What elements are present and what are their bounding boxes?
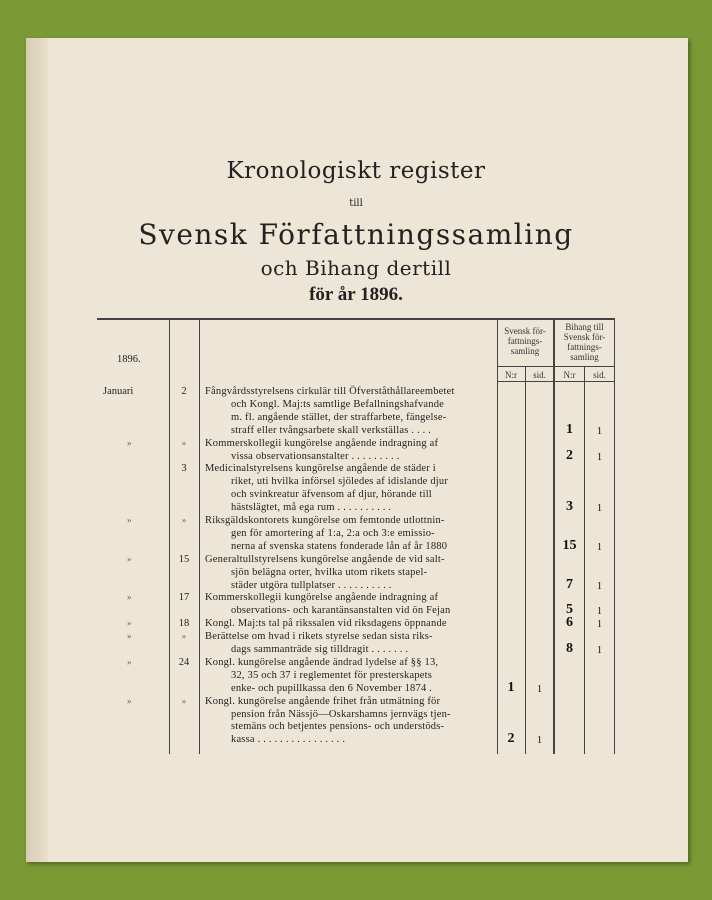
- entry-month: »: [127, 631, 132, 642]
- sfs-number: 2: [507, 731, 515, 747]
- sfs-page: 1: [536, 735, 543, 747]
- bihang-page: 1: [596, 580, 603, 592]
- entry-text-line: stemäns och betjentes pensions- och understöds-: [231, 721, 445, 733]
- entry-text-line: Berättelse om hvad i rikets styrelse sedan sista riks-: [205, 631, 433, 643]
- entry-day: 15: [178, 553, 190, 565]
- bihang-nr-header: N:r: [563, 370, 576, 380]
- bihang-sid-header: sid.: [593, 370, 606, 380]
- entry-text-line: Kommerskollegii kungörelse angående indragning af: [205, 592, 439, 604]
- entry-text-line: 32, 35 och 37 i reglementet för presterskapets: [231, 669, 433, 681]
- sfs-sid-header: sid.: [533, 370, 546, 380]
- bihang-page: 1: [596, 503, 603, 515]
- bihang-number: 2: [566, 447, 573, 463]
- bihang-number: 6: [566, 615, 573, 631]
- entry-text-line: Kongl. Maj:ts tal på rikssalen vid riksdagens öppnande: [205, 618, 447, 630]
- entry-text-line: nerna af svenska statens fonderade lån af år 1880: [231, 540, 448, 552]
- vrule-sfs-nr: [525, 367, 526, 754]
- entry-day: 3: [181, 463, 187, 475]
- entry-text-line: pension från Nässjö—Oskarshamns jernvägs tjen-: [231, 708, 451, 720]
- entry-text-line: Kongl. kungörelse angående ändrad lydelse af §§ 13,: [205, 656, 439, 668]
- entry-text-line: vissa observationsanstalter . . . . . . . . .: [231, 450, 400, 462]
- vrule-right: [614, 320, 615, 754]
- bihang-page: 1: [596, 619, 603, 631]
- entry-month: »: [127, 695, 132, 706]
- entry-text-line: riket, uti hvilka införsel sjöledes af idislande djur: [231, 476, 449, 488]
- till-label: till: [349, 198, 363, 209]
- entry-month: »: [127, 553, 132, 564]
- header-group-rule: [497, 366, 615, 367]
- entry-day: 2: [181, 386, 187, 397]
- entry-text-line: enke- och pupillkassa den 6 November 1874 .: [231, 682, 433, 694]
- entry-text-line: m. fl. angående stället, der straffarbete, fängelse-: [231, 411, 447, 423]
- year-heading: för år 1896.: [309, 284, 403, 305]
- sfs-group-header: Svensk för- fattnings- samling: [504, 326, 546, 356]
- entry-month: »: [127, 515, 132, 525]
- vrule-day: [199, 320, 200, 754]
- entry-text-line: gen för amortering af 1:a, 2:a och 3:e emissio-: [231, 527, 435, 539]
- bihang-page: 1: [596, 606, 603, 618]
- entry-month: »: [127, 437, 132, 448]
- sfs-number: 1: [507, 679, 515, 695]
- table-top-rule: [97, 318, 615, 320]
- bihang-group-header: Bihang till Svensk för- fattnings- samling: [563, 322, 606, 362]
- entry-text-line: dags sammanträde sig tilldragit . . . . . . .: [231, 644, 409, 655]
- subtitle: och Bihang dertill: [260, 256, 452, 280]
- entry-text-line: Kommerskollegii kungörelse angående indragning af: [205, 437, 439, 449]
- sfs-page: 1: [536, 683, 543, 695]
- entry-text-line: och svinkreatur äfvensom af djur, hörande till: [231, 489, 432, 501]
- bihang-number: 15: [562, 537, 577, 553]
- bihang-page: 1: [596, 425, 603, 437]
- year-label: 1896.: [117, 354, 141, 365]
- bihang-number: 1: [566, 421, 573, 437]
- register-title: Kronologiskt register: [226, 158, 486, 184]
- entry-text-line: Fångvårdsstyrelsens cirkulär till Öfverståthållareembetet: [205, 386, 455, 397]
- entry-day: 17: [178, 592, 190, 604]
- bihang-number: 5: [566, 602, 573, 618]
- entry-month: »: [127, 618, 132, 629]
- entry-text-line: observations- och karantänsanstalten vid ön Fejan: [231, 605, 451, 617]
- entry-text-line: Riksgäldskontorets kungörelse om femtonde utlottnin-: [205, 515, 445, 526]
- entry-text-line: Medicinalstyrelsens kungörelse angående de städer i: [205, 463, 436, 475]
- entry-month: »: [127, 656, 132, 667]
- entry-month: »: [127, 592, 132, 603]
- entry-text-line: kassa . . . . . . . . . . . . . . . .: [231, 734, 346, 746]
- sfs-nr-header: N:r: [505, 370, 517, 380]
- bihang-number: 3: [566, 499, 573, 515]
- bihang-page: 1: [596, 451, 603, 463]
- entry-day: »: [181, 631, 187, 642]
- entry-day: 18: [178, 618, 190, 630]
- bihang-page: 1: [596, 645, 603, 656]
- entry-text-line: Generaltullstyrelsens kungörelse angående de vid salt-: [205, 553, 445, 565]
- entry-month: Januari: [103, 386, 134, 397]
- entry-day: »: [181, 695, 187, 706]
- header-col-rule: [497, 381, 615, 382]
- entry-text-line: hästslägtet, må ega rum . . . . . . . . . .: [231, 502, 392, 514]
- entry-text-line: straff eller tvångsarbete skall verkställas . . . .: [231, 424, 432, 436]
- entry-text-line: och Kongl. Maj:ts samtlige Befallningshafvande: [231, 398, 445, 410]
- entry-text-line: sjön belägna orter, hvilka utom rikets stapel-: [231, 566, 428, 578]
- bihang-number: 8: [566, 641, 573, 656]
- collection-title: Svensk Författningssamling: [138, 218, 574, 251]
- entry-text-line: Kongl. kungörelse angående frihet från utmätning för: [205, 695, 441, 707]
- entry-day: 24: [178, 656, 190, 668]
- entry-text-line: städer utgöra tullplatser . . . . . . . . . .: [231, 579, 392, 591]
- bihang-number: 7: [566, 576, 573, 592]
- bihang-page: 1: [596, 541, 603, 553]
- entry-day: »: [181, 515, 187, 525]
- register-table: [97, 318, 615, 754]
- entry-day: »: [181, 437, 187, 448]
